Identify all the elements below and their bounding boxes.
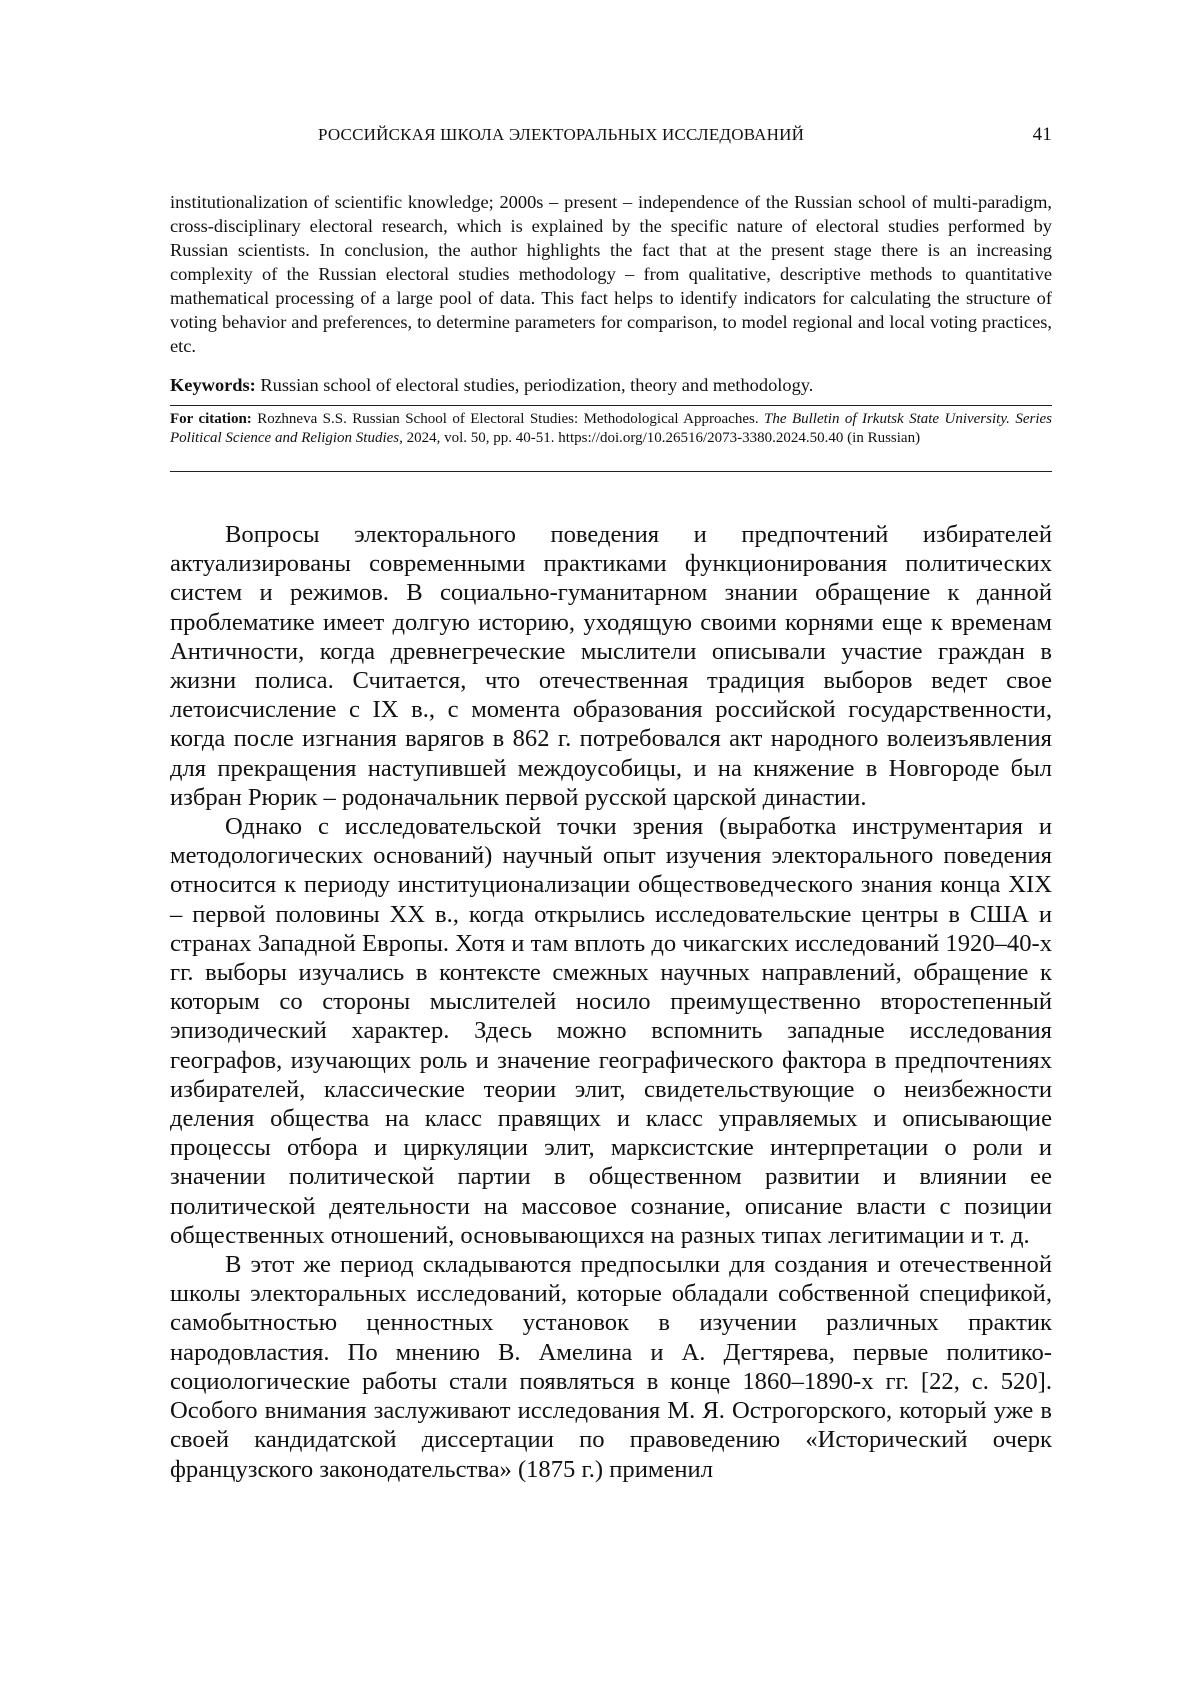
- running-head: [170, 122, 1052, 148]
- body-paragraph-3: В этот же период складываются предпосылки для создания и отечественной школы электоральных исследований, которые обладали собственной спецификой, самобытностью ценностных установок в изучении различных практик народовластия. По мнению В. Амелина и А. Дегтярева, первые политико-социологические работы стали появляться в конце 1860–1890-х гг. [22, с. 520]. Особого внимания заслуживают исследования М. Я. Острогорского, который уже в своей кандидатской диссертации по правоведению «Исторический очерк французского законодательства» (1875 г.) применил: [170, 1251, 1052, 1483]
- body-paragraph-2: Однако с исследовательской точки зрения (выработка инструментария и методологических оснований) научный опыт изучения электорального поведения относится к периоду институционализации обществоведческого знания конца XIX – первой половины XX в., когда открылись исследовательские центры в США и странах Западной Европы. Хотя и там вплоть до чикагских исследований 1920–40-х гг. выборы изучались в контексте смежных научных направлений, обращение к которым со стороны мыслителей носило преимущественно второстепенный эпизодический характер. Здесь можно вспомнить западные исследования географов, изучающих роль и значение географического фактора в предпочтениях избирателей, классические теории элит, свидетельствующие о неизбежности деления общества на класс правящих и класс управляемых и описывающие процессы отбора и циркуляции элит, марксистские интерпретации о роли и значении политической партии в общественном развитии и влиянии ее политической деятельности на массовое сознание, описание власти с позиции общественных отношений, основывающихся на разных типах легитимации и т. д.: [170, 813, 1052, 1249]
- citation-block: [170, 410, 1052, 448]
- citation-authors-title: Rozhneva S.S. Russian School of Electoral Studies: Methodological Approaches.: [251, 411, 765, 427]
- running-title: РОССИЙСКАЯ ШКОЛА ЭЛЕКТОРАЛЬНЫХ ИССЛЕДОВАНИЙ: [318, 125, 805, 144]
- citation-journal: The Bulletin of Irkutsk State University. Series Political Science and Religion Studies,: [170, 411, 1052, 446]
- keywords-label: Keywords:: [170, 375, 256, 395]
- abstract-text: institutionalization of scientific knowledge; 2000s – present – independence of the Russian school of multi-paradigm, cross-disciplinary electoral research, which is explained by the specific nature of electoral studies performed by Russian scientists. In conclusion, the author highlights the fact that at the present stage there is an increasing complexity of the Russian electoral studies methodology – from qualitative, descriptive methods to quantitative mathematical processing of a large pool of data. This fact helps to identify indicators for calculating the structure of voting behavior and preferences, to determine parameters for comparison, to model regional and local voting practices, etc.: [170, 192, 1052, 356]
- keywords-text: Russian school of electoral studies, periodization, theory and methodology.: [255, 375, 814, 395]
- citation-label: For citation:: [170, 411, 252, 427]
- citation-rule-top: [170, 405, 1052, 406]
- body-paragraph-1: Вопросы электорального поведения и предпочтений избирателей актуализированы современными практиками функционирования политических систем и режимов. В социально-гуманитарном знании обращение к данной проблематике имеет долгую историю, уходящую своими корнями еще к временам Античности, когда древнегреческие мыслители описывали участие граждан в жизни полиса. Считается, что отечественная традиция выборов ведет свое летоисчисление с IX в., с момента образования российской государственности, когда после изгнания варягов в 862 г. потребовался акт народного волеизъявления для прекращения наступившей междоусобицы, и на княжение в Новгороде был избран Рюрик – родоначальник первой русской царской династии.: [170, 521, 1052, 811]
- citation-rule-bottom: [170, 471, 1052, 472]
- keywords: [170, 373, 1052, 397]
- citation-details: 2024, vol. 50, pp. 40-51. https://doi.org/10.26516/2073-3380.2024.50.40 (in Russian): [402, 430, 921, 446]
- body-text: [170, 520, 1052, 1484]
- page-number: 41: [1032, 124, 1052, 145]
